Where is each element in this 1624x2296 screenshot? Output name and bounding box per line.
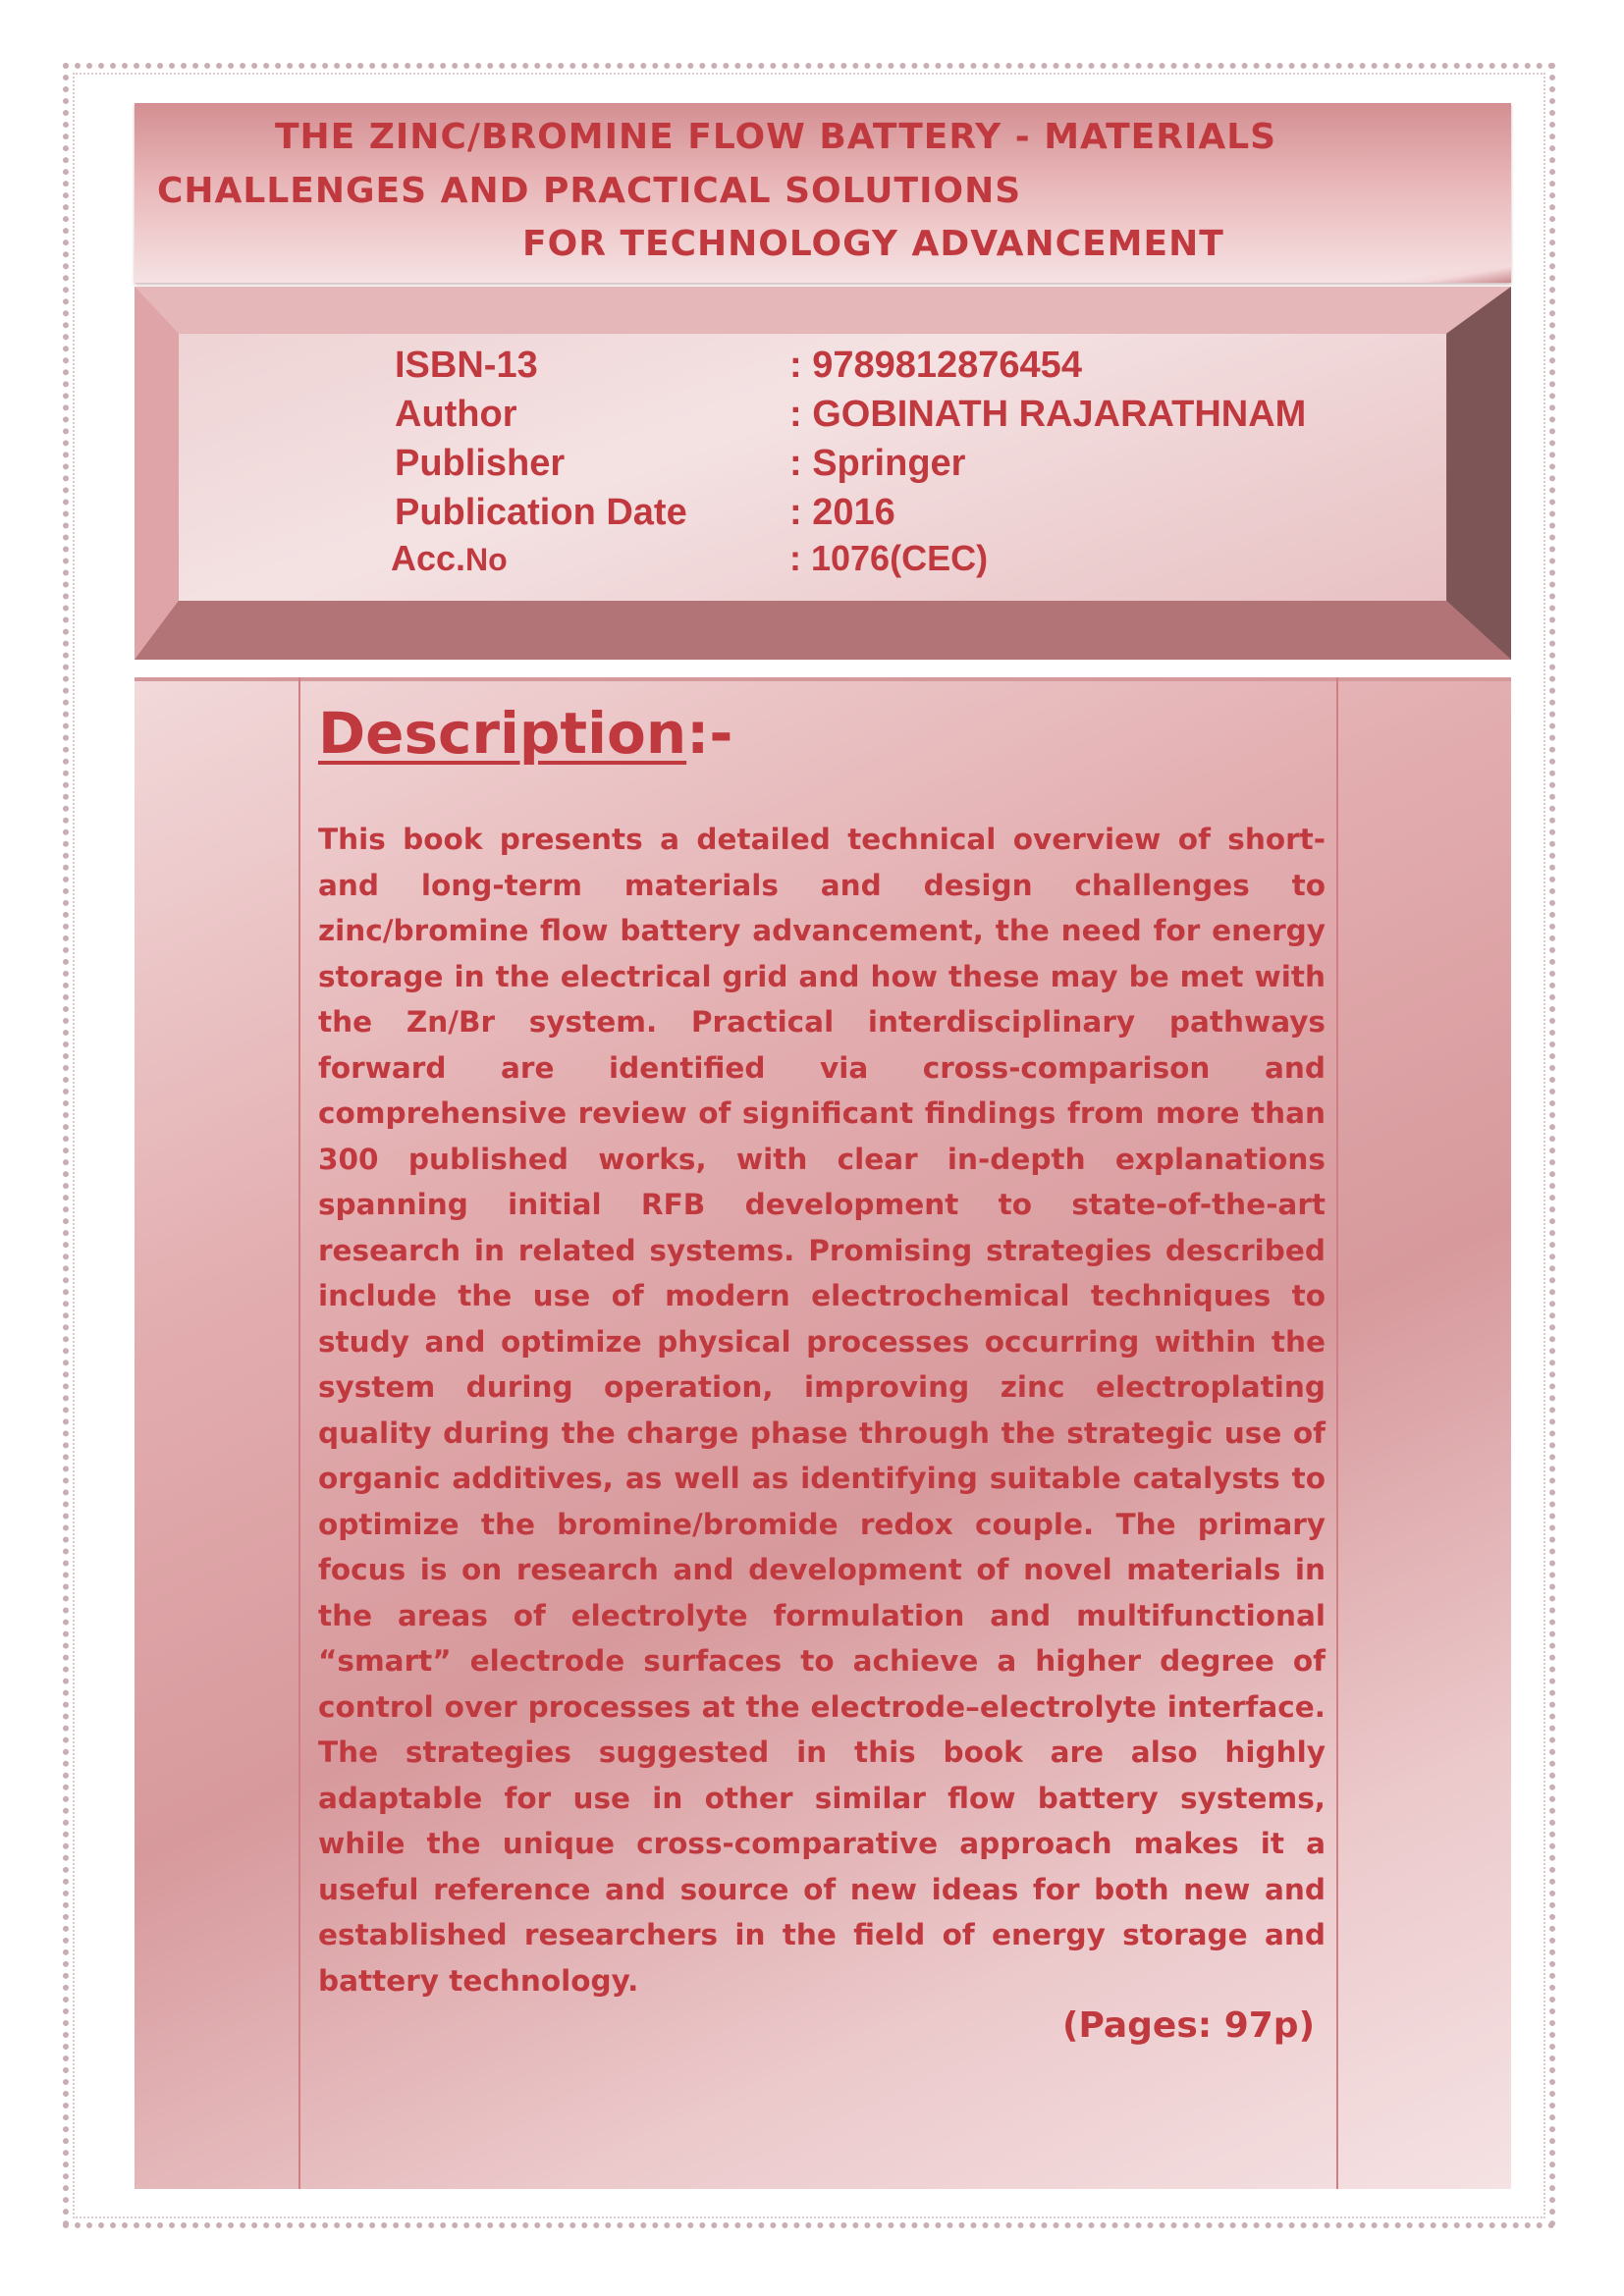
- publisher-label: Publisher: [395, 443, 566, 484]
- isbn-label: ISBN-13: [395, 345, 538, 386]
- page-curl-decoration: [1374, 267, 1511, 283]
- author-label: Author: [395, 394, 517, 435]
- description-heading: [318, 700, 732, 767]
- page-count: (Pages: 97p): [1062, 2005, 1316, 2046]
- author-value: : GOBINATH RAJARATHNAM: [789, 394, 1307, 435]
- accession-label-small: No: [465, 542, 508, 577]
- book-title-line-3: FOR TECHNOLOGY ADVANCEMENT: [522, 224, 1224, 264]
- description-heading-text: Description: [318, 700, 687, 767]
- description-heading-suffix: :-: [686, 700, 733, 767]
- publication-date-value: : 2016: [789, 492, 895, 533]
- accession-number-label: [391, 538, 508, 579]
- panel-top-edge: [135, 677, 1511, 681]
- publisher-value: : Springer: [789, 443, 966, 484]
- publication-date-label: Publication Date: [395, 492, 687, 533]
- accession-number-value: : 1076(CEC): [789, 538, 989, 578]
- panel-right-rule: [1336, 677, 1338, 2189]
- book-title-line-2: CHALLENGES AND PRACTICAL SOLUTIONS: [157, 171, 1022, 211]
- isbn-value: : 9789812876454: [789, 345, 1082, 386]
- description-body: This book presents a detailed technical overview of short- and long-term materials and design challenges to zinc/bromine flow battery advancement, the need for energy storage in the electrical grid and how these may be met with the Zn/Br system. Practical interdisciplinary pathways forward are identified via cross-comparison and comprehensive review of significant findings from more than 300 published works, with clear in-depth explanations spanning initial RFB development to state-of-the-art research in related systems. Promising strategies described include the use of modern electrochemical techniques to study and optimize physical processes occurring within the system during operation, improving zinc electroplating quality during the charge phase through the strategic use of organic additives, as well as identifying suitable catalysts to optimize the bromine/bromide redox couple. The primary focus is on research and development of novel materials in the areas of electrolyte formulation and multifunctional “smart” electrode surfaces to achieve a higher degree of control over processes at the electrode–electrolyte interface. The strategies suggested in this book are also highly adaptable for use in other similar flow battery systems, while the unique cross-comparative approach makes it a useful reference and source of new ideas for both new and established researchers in the field of energy storage and battery technology.: [318, 823, 1326, 1998]
- panel-left-rule: [298, 677, 300, 2189]
- accession-label-main: Acc.: [391, 538, 466, 578]
- book-title-line-1: THE ZINC/BROMINE FLOW BATTERY - MATERIALS: [275, 117, 1277, 157]
